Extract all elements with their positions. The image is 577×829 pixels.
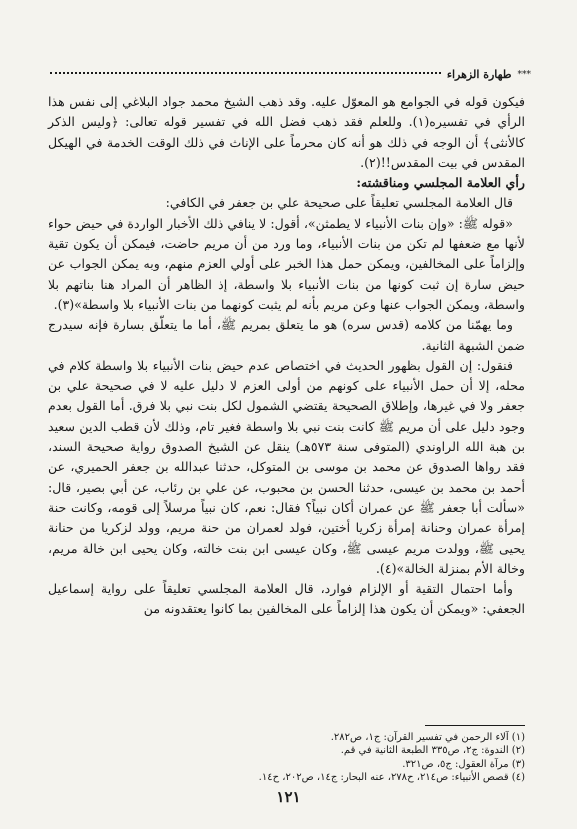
paragraph: وأما احتمال التقية أو الإلزام فوارد، قال العلامة المجلسي تعليقاً على رواية إسماعيل الجعفي: «ويمكن أن يكون هذا إلزاماً على المخالفين بما كانوا يعتقدونه من: [48, 581, 525, 617]
page-number: ١٢١: [276, 788, 301, 806]
footnote: (٤) قصص الأنبياء: ص٢١٤، ح٢٧٨، عنه البحار: ج١٤، ص٢٠٢، ح١٤.: [258, 771, 525, 783]
header-rule: [50, 72, 441, 74]
header-stars: ***: [517, 69, 531, 80]
running-header: [50, 68, 531, 81]
footnote-separator: [425, 725, 525, 726]
paragraph: فنقول: إن القول بظهور الحديث في اختصاص عدم حيض بنات الأنبياء بلا واسطة كلام في محله، إلا أن حمل الأنبياء على كونهم من أولى العزم لا دليل عليه لا في صحيحة علي بن جعفر ولا في غيرها، وإطلاق الصحيحة يقتضي الشمول لكل بنت نبي بلا فرق. أما القول بعدم وجود دليل على أن مريم ﷺ كانت بنت نبي بلا واسطة فغير تام، وذلك لأن قطب الدين سعيد بن هبة الله الراوندي (المتوفى سنة ٥٧٣هـ) ينقل عن الشيخ الصدوق رواية صحيحة السند، فقد رواها الصدوق عن محمد بن موسى بن المتوكل، حدثنا عبدالله بن جعفر الحميري، عن أحمد بن محمد بن عيسى، حدثنا الحسن بن محبوب، عن علي بن رئاب، عن أبي بصير، قال: «سألت أبا جعفر ﷺ عن عمران أكان نبياً؟ فقال: نعم، كان نبياً مرسلاً إلى قومه، وكانت حنة إمرأة عمران وحنانة إمرأة زكريا أختين، فولد لعمران من حنة مريم، وولد لزكريا من حنانة يحيى ﷺ، وولدت مريم عيسى ﷺ، وكان عيسى ابن بنت خالته، وكان يحيى ابن خالة مريم، وخالة الأم بمنزلة الخالة»(٤).: [48, 357, 525, 576]
footnote: (١) آلاء الرحمن في تفسير القرآن: ج١، ص٢٨٢.: [330, 732, 525, 743]
main-text: [48, 92, 525, 620]
footnotes: [60, 731, 525, 784]
header-title: طهارة الزهراء: [446, 68, 512, 81]
section-heading: رأي العلامة المجلسي ومناقشته:: [356, 175, 525, 191]
footnote: (٣) مرآة العقول: ج٥، ص٣٢١.: [402, 758, 525, 770]
paragraph: قال العلامة المجلسي تعليقاً على صحيحة علي بن جعفر في الكافي:: [165, 195, 513, 211]
paragraph: وما يهمّنا من كلامه (قدس سره) هو ما يتعلق بمريم ﷺ، أما ما يتعلّق بسارة فإنه سيدرج ضمن الشبهة الثانية.: [48, 317, 525, 353]
quote-paragraph: «قوله ﷺ: «وإن بنات الأنبياء لا يطمثن»، أقول: لا ينافي ذلك الأخبار الواردة في حيض حواء لأنها مع ضعفها لم تكن من بنات الأنبياء، وما ورد من أن مريم حاضت، فيمكن أن يكون تقية وإلزاماً على المخالفين، ويمكن حمل هذا الخبر على أولي العزم منهم، وبه يمكن الجواب عن حيض سارة إن ثبت كونها من بنات الأنبياء بلا واسطة، إذ الظاهر أن المراد هنا بناتهم بلا واسطة، ويمكن الجواب عنها وعن مريم بأنه لم يثبت كونهما من بنات الأنبياء بلا واسطة»(٣).: [48, 215, 525, 312]
footnote: (٢) الندوة: ج٢، ص٣٣٥ الطبعة الثانية في قم.: [340, 745, 525, 757]
paragraph: فيكون قوله في الجوامع هو المعوّل عليه. وقد ذهب الشيخ محمد جواد البلاغي إلى نفس هذا الرأي في تفسيره(١). وللعلم فقد ذهب فضل الله في تفسير قوله تعالى: ﴿وليس الذكر كالأنثى﴾ أن الوجه في ذلك هو أنه كان محرماً على الإناث في ذلك الوقت الخدمة في الهيكل المقدس في بيت المقدس!!(٢).: [48, 94, 525, 170]
